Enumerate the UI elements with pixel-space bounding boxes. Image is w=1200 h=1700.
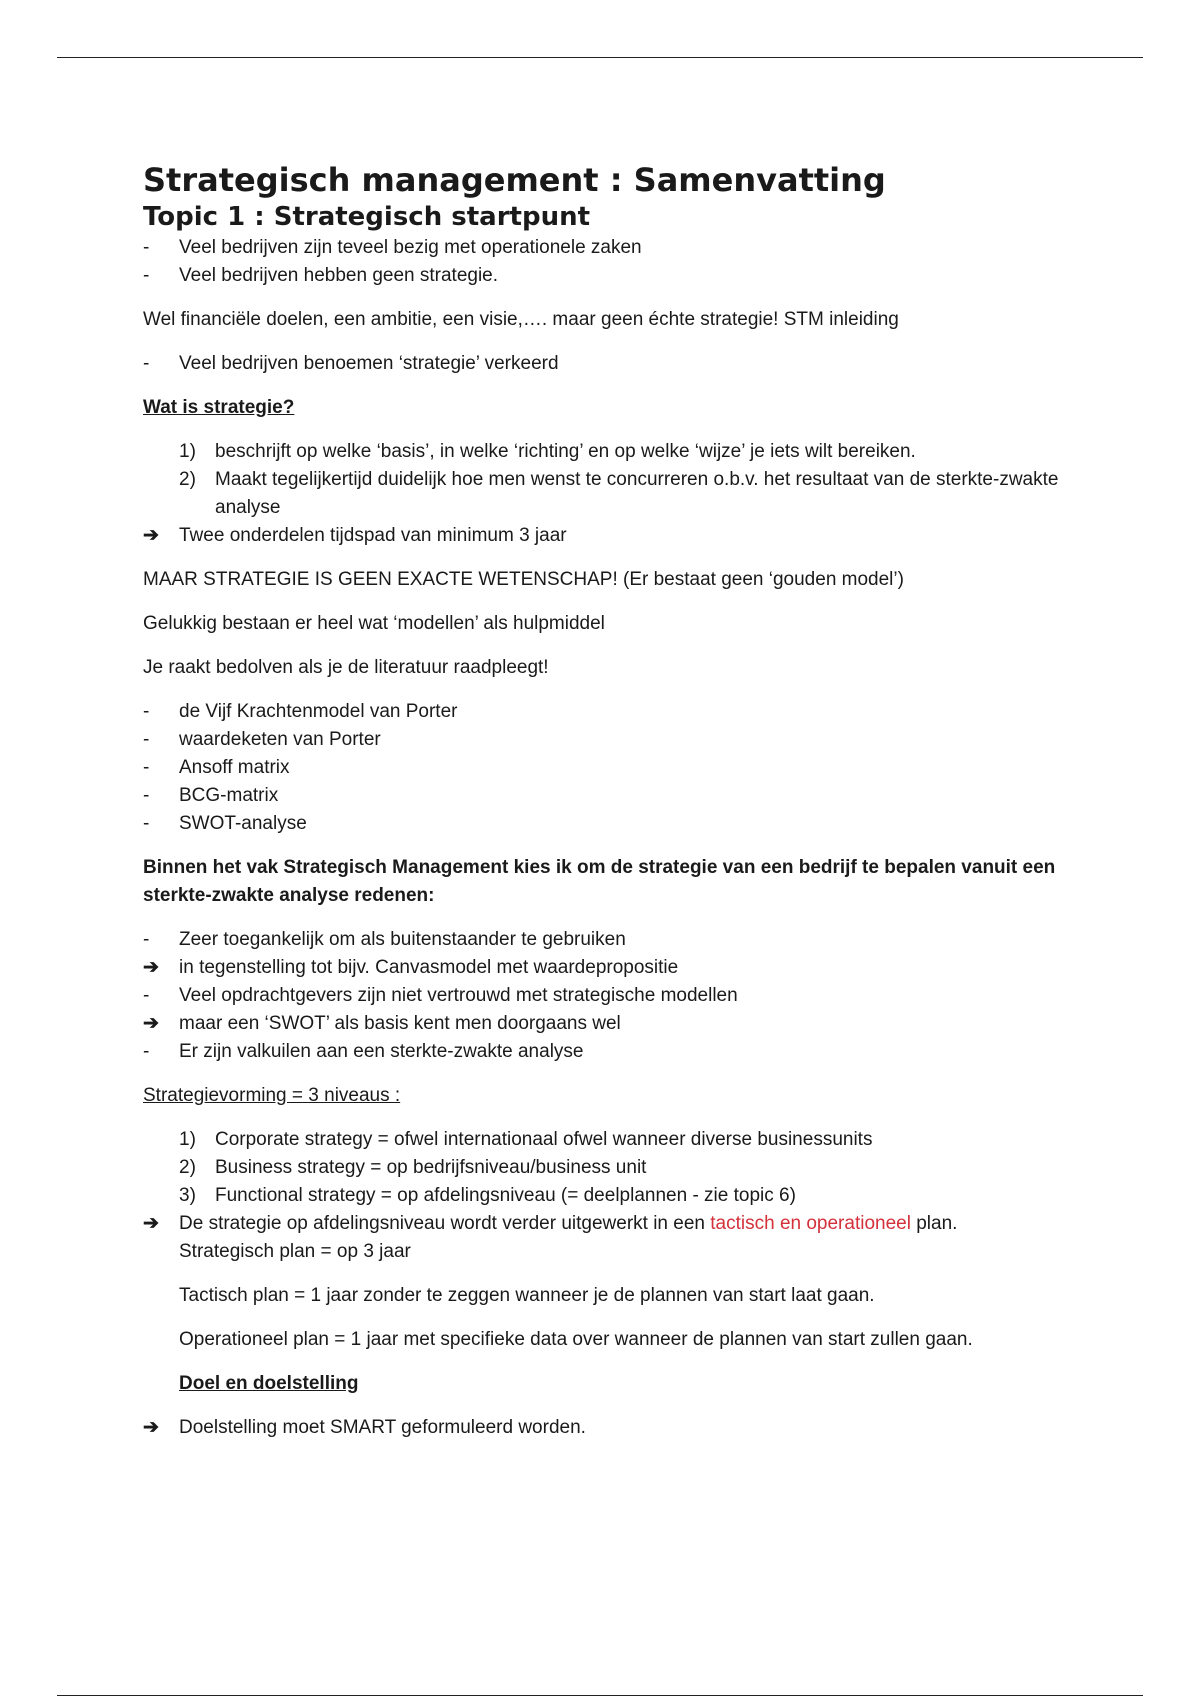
- levels-numbered-list: [143, 1126, 1063, 1210]
- list-item: - BCG-matrix: [143, 782, 1063, 810]
- arrow-icon: ➔: [143, 1417, 159, 1438]
- list-item: - Ansoff matrix: [143, 754, 1063, 782]
- dash-marker: -: [143, 929, 150, 950]
- numbered-item: 2) Business strategy = op bedrijfsniveau/business unit: [179, 1157, 647, 1178]
- document-page: [143, 160, 1063, 1442]
- dash-marker: -: [143, 757, 150, 778]
- arrow-icon: ➔: [143, 957, 159, 978]
- caps-paragraph: MAAR STRATEGIE IS GEEN EXACTE WETENSCHAP! (Er bestaat geen ‘gouden model’): [143, 569, 904, 590]
- models-list: [143, 698, 1063, 838]
- list-item: - Veel opdrachtgevers zijn niet vertrouwd met strategische modellen: [143, 982, 1063, 1010]
- list-item: - Veel bedrijven hebben geen strategie.: [143, 262, 1063, 290]
- header-rule: [57, 57, 1143, 58]
- intro-list: [143, 234, 1063, 290]
- dash-marker: -: [143, 237, 150, 258]
- arrow-item: ➔ De strategie op afdelingsniveau wordt verder uitgewerkt in een tactisch en operationeel plan. Strategisch plan = op 3 jaar: [143, 1210, 1063, 1266]
- operational-plan-paragraph: Operationeel plan = 1 jaar met specifieke data over wanneer de plannen van start zullen gaan.: [179, 1329, 973, 1350]
- list-item: - waardeketen van Porter: [143, 726, 1063, 754]
- highlighted-text: tactisch en operationeel: [710, 1213, 911, 1234]
- literature-paragraph: Je raakt bedolven als je de literatuur raadpleegt!: [143, 657, 549, 678]
- dash-marker: -: [143, 813, 150, 834]
- financial-paragraph: Wel financiële doelen, een ambitie, een visie,…. maar geen échte strategie! STM inleiding: [143, 309, 899, 330]
- heading-what-is-strategy: Wat is strategie?: [143, 397, 295, 418]
- dash-marker: -: [143, 1041, 150, 1062]
- dash-marker: -: [143, 353, 150, 374]
- list-item: - SWOT-analyse: [143, 810, 1063, 838]
- heading-goal: Doel en doelstelling: [179, 1373, 359, 1394]
- models-paragraph: Gelukkig bestaan er heel wat ‘modellen’ als hulpmiddel: [143, 613, 605, 634]
- numbered-item: 2) Maakt tegelijkertijd duidelijk hoe men wenst te concurreren o.b.v. het resultaat van de sterkte-zwakte analyse: [179, 469, 1059, 518]
- topic-heading: Topic 1 : Strategisch startpunt: [143, 202, 591, 232]
- numbered-item: 1) Corporate strategy = ofwel internationaal ofwel wanneer diverse businessunits: [179, 1129, 873, 1150]
- strategy-numbered-list: [143, 438, 1063, 522]
- arrow-item: ➔ Doelstelling moet SMART geformuleerd worden.: [143, 1414, 1063, 1442]
- heading-levels: Strategievorming = 3 niveaus :: [143, 1085, 401, 1106]
- numbered-item: 3) Functional strategy = op afdelingsniveau (= deelplannen - zie topic 6): [179, 1185, 796, 1206]
- arrow-icon: ➔: [143, 1213, 159, 1234]
- arrow-icon: ➔: [143, 525, 159, 546]
- footer-rule: [57, 1695, 1143, 1696]
- list-item: - Veel bedrijven zijn teveel bezig met operationele zaken: [143, 234, 1063, 262]
- arrow-item: ➔ Twee onderdelen tijdspad van minimum 3 jaar: [143, 522, 1063, 550]
- list-item: - de Vijf Krachtenmodel van Porter: [143, 698, 1063, 726]
- document-title: Strategisch management : Samenvatting: [143, 161, 886, 199]
- bold-paragraph: Binnen het vak Strategisch Management kies ik om de strategie van een bedrijf te bepalen vanuit een sterkte-zwakte analyse redenen:: [143, 857, 1056, 906]
- list-item: - Veel bedrijven benoemen ‘strategie’ verkeerd: [143, 350, 1063, 378]
- dash-marker: -: [143, 729, 150, 750]
- list-item: - Zeer toegankelijk om als buitenstaander te gebruiken: [143, 926, 1063, 954]
- reasons-list: [143, 926, 1063, 1066]
- dash-marker: -: [143, 785, 150, 806]
- arrow-icon: ➔: [143, 1013, 159, 1034]
- dash-marker: -: [143, 701, 150, 722]
- dash-marker: -: [143, 265, 150, 286]
- dash-marker: -: [143, 985, 150, 1006]
- list-item: - Er zijn valkuilen aan een sterkte-zwakte analyse: [143, 1038, 1063, 1066]
- arrow-item: ➔ maar een ‘SWOT’ als basis kent men doorgaans wel: [143, 1010, 1063, 1038]
- numbered-item: 1) beschrijft op welke ‘basis’, in welke ‘richting’ en op welke ‘wijze’ je iets wilt bereiken.: [179, 441, 916, 462]
- tactical-plan-paragraph: Tactisch plan = 1 jaar zonder te zeggen wanneer je de plannen van start laat gaan.: [179, 1285, 875, 1306]
- arrow-item: ➔ in tegenstelling tot bijv. Canvasmodel met waardepropositie: [143, 954, 1063, 982]
